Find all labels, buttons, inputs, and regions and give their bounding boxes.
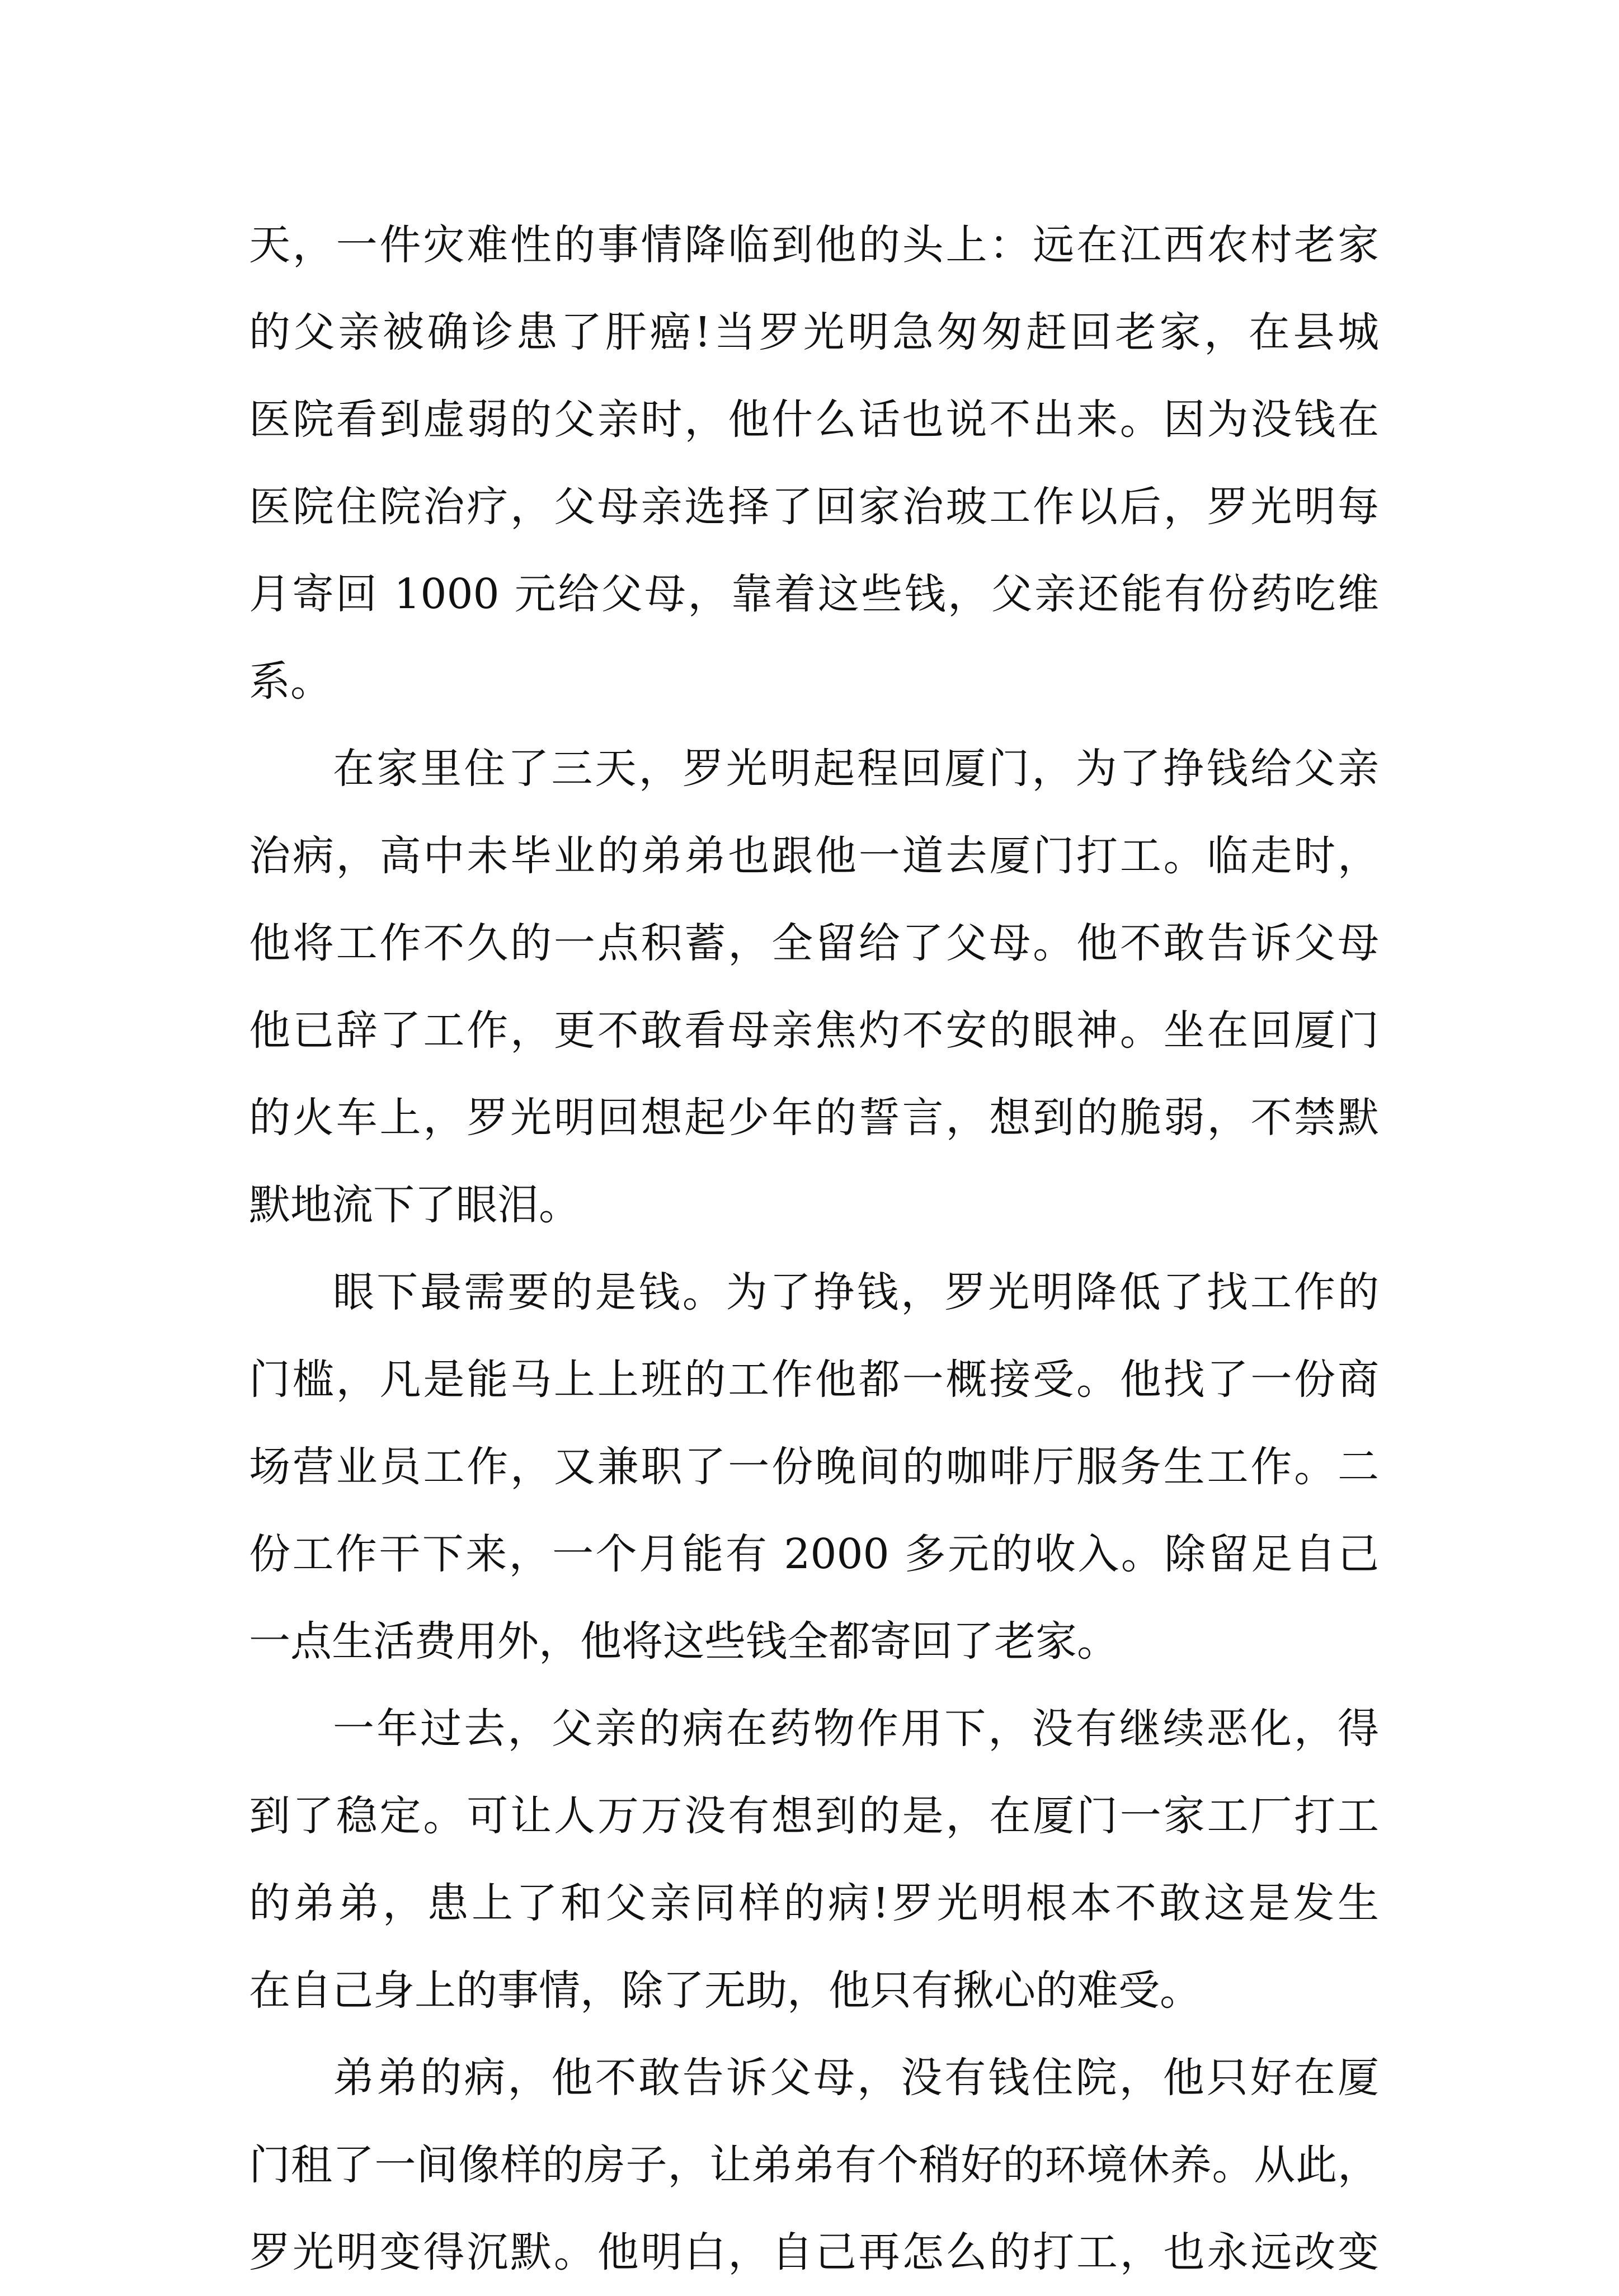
text-line: 医院看到虚弱的父亲时，他什么话也说不出来。因为没钱在 [249,396,1379,444]
paragraph-5 [249,2034,1379,2296]
text-line: 医院住院治疗，父母亲选择了回家治玻工作以后，罗光明每 [249,483,1379,531]
text-line: 治病，高中未毕业的弟弟也跟他一道去厦门打工。临走时， [249,832,1379,880]
text-line: 门租了一间像样的房子，让弟弟有个稍好的环境休养。从此， [249,2141,1379,2189]
text-line: 在自己身上的事情，除了无助，他只有揪心的难受。 [249,1966,1201,2015]
text-line: 他已辞了工作，更不敢看母亲焦灼不安的眼神。坐在回厦门 [249,1006,1379,1055]
text-line: 门槛，凡是能马上上班的工作他都一概接受。他找了一份商 [249,1356,1379,1404]
text-line: 眼下最需要的是钱。为了挣钱，罗光明降低了找工作的 [333,1268,1379,1316]
text-line: 一年过去，父亲的病在药物作用下，没有继续恶化，得 [333,1705,1379,1753]
text-line: 的父亲被确诊患了肝癌!当罗光明急匆匆赶回老家，在县城 [249,308,1379,356]
text-line: 弟弟的病，他不敢告诉父母，没有钱住院，他只好在厦 [333,2054,1379,2102]
paragraph-2 [249,725,1379,1249]
text-line: 天，一件灾难性的事情降临到他的头上：远在江西农村老家 [249,221,1379,269]
text-line: 默地流下了眼泪。 [249,1181,580,1229]
text-line: 一点生活费用外，他将这些钱全都寄回了老家。 [249,1617,1118,1665]
text-line: 的弟弟，患上了和父亲同样的病!罗光明根本不敢这是发生 [249,1879,1379,1927]
text-line: 罗光明变得沉默。他明白，自己再怎么的打工，也永远改变 [249,2228,1379,2276]
body-text [249,201,1379,2296]
paragraph-3 [249,1249,1379,1685]
text-line: 的火车上，罗光明回想起少年的誓言，想到的脆弱，不禁默 [249,1094,1379,1142]
paragraph-1 [249,201,1379,725]
text-line: 月寄回 1000 元给父母，靠着这些钱，父亲还能有份药吃维 [249,570,1379,618]
text-line: 他将工作不久的一点积蓄，全留给了父母。他不敢告诉父母 [249,919,1379,967]
text-line: 在家里住了三天，罗光明起程回厦门，为了挣钱给父亲 [333,745,1379,793]
text-line: 份工作干下来，一个月能有 2000 多元的收入。除留足自己 [249,1530,1379,1578]
text-line: 系。 [249,657,332,705]
text-line: 到了稳定。可让人万万没有想到的是，在厦门一家工厂打工 [249,1792,1379,1840]
paragraph-4 [249,1685,1379,2034]
text-line: 场营业员工作，又兼职了一份晚间的咖啡厅服务生工作。二 [249,1443,1379,1491]
